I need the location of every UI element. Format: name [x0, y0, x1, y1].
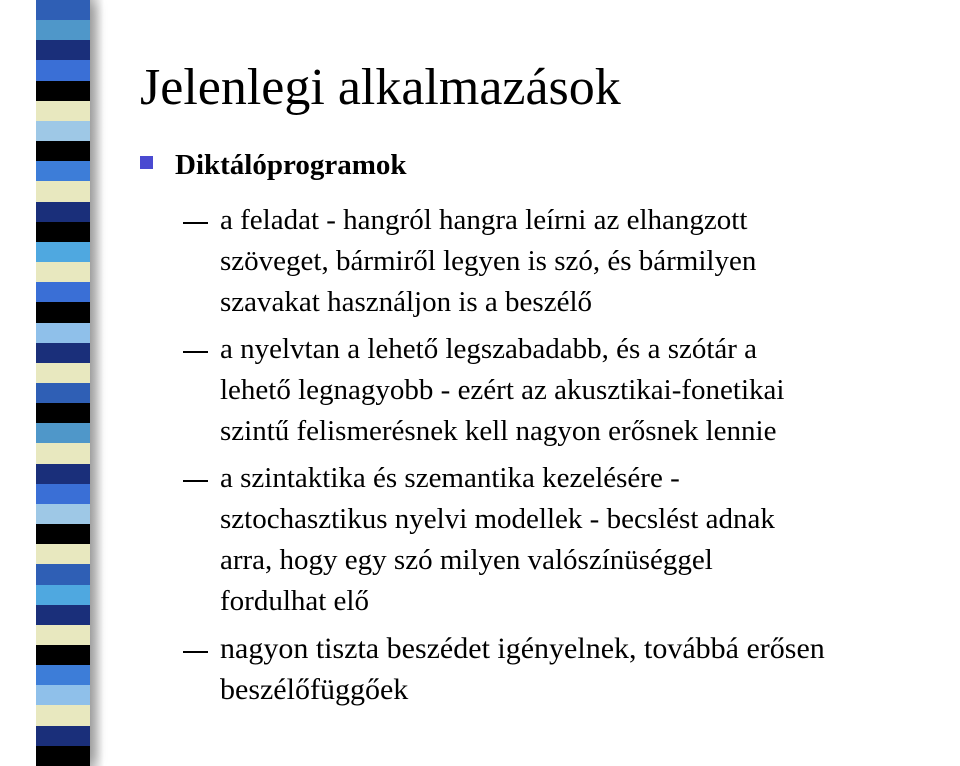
stripe-segment: [36, 242, 90, 262]
dash-icon: [183, 480, 208, 482]
stripe-segment: [36, 544, 90, 564]
stripe-segment: [36, 423, 90, 443]
dash-icon: [183, 222, 208, 224]
stripe-segment: [36, 222, 90, 242]
sub-bullet-line: szavakat használjon is a beszélő: [220, 286, 593, 318]
stripe-segment: [36, 40, 90, 60]
decorative-stripe: [36, 0, 90, 766]
stripe-segment: [36, 605, 90, 625]
stripe-segment: [36, 121, 90, 141]
main-bullet-text: Diktálóprogramok: [175, 149, 407, 181]
stripe-segment: [36, 685, 90, 705]
sub-bullet-2: [183, 329, 960, 452]
stripe-segment: [36, 141, 90, 161]
dash-icon: [183, 651, 208, 653]
sub-bullet-line: szöveget, bármiről legyen is szó, és bármilyen: [220, 245, 757, 277]
sub-bullet-line: fordulhat elő: [220, 585, 369, 617]
stripe-segment: [36, 363, 90, 383]
dash-icon: [183, 351, 208, 353]
sub-bullet-line: arra, hogy egy szó milyen valószínüséggel: [220, 544, 713, 576]
stripe-segment: [36, 464, 90, 484]
stripe-segment: [36, 484, 90, 504]
stripe-segment: [36, 0, 90, 20]
sub-bullet-line: lehető legnagyobb - ezért az akusztikai-fonetikai: [220, 374, 785, 406]
square-bullet-icon: [140, 156, 153, 169]
main-bullet: [140, 146, 406, 184]
sub-bullet-1: [183, 200, 960, 323]
stripe-segment: [36, 282, 90, 302]
stripe-segment: [36, 383, 90, 403]
sub-bullet-list: [183, 200, 960, 716]
stripe-segment: [36, 302, 90, 322]
stripe-segment: [36, 443, 90, 463]
sub-bullet-line: beszélőfüggőek: [220, 673, 409, 706]
stripe-segment: [36, 504, 90, 524]
stripe-segment: [36, 262, 90, 282]
stripe-segment: [36, 726, 90, 746]
stripe-segment: [36, 81, 90, 101]
slide-title: Jelenlegi alkalmazások: [140, 59, 621, 116]
sub-bullet-4: [183, 628, 960, 710]
sub-bullet-line: a szintaktika és szemantika kezelésére -: [220, 462, 680, 494]
stripe-segment: [36, 343, 90, 363]
stripe-segment: [36, 181, 90, 201]
stripe-segment: [36, 403, 90, 423]
stripe-segment: [36, 323, 90, 343]
stripe-segment: [36, 202, 90, 222]
stripe-segment: [36, 161, 90, 181]
stripe-segment: [36, 20, 90, 40]
stripe-segment: [36, 101, 90, 121]
sub-bullet-3: [183, 458, 960, 622]
stripe-segment: [36, 585, 90, 605]
sub-bullet-line: a nyelvtan a lehető legszabadabb, és a szótár a: [220, 333, 758, 365]
sub-bullet-line: sztochasztikus nyelvi modellek - becslést adnak: [220, 503, 775, 535]
stripe-segment: [36, 645, 90, 665]
sub-bullet-line: a feladat - hangról hangra leírni az elhangzott: [220, 204, 748, 236]
stripe-segment: [36, 746, 90, 766]
stripe-segment: [36, 705, 90, 725]
stripe-segment: [36, 60, 90, 80]
sub-bullet-line: szintű felismerésnek kell nagyon erősnek lennie: [220, 415, 777, 447]
stripe-segment: [36, 564, 90, 584]
stripe-segment: [36, 625, 90, 645]
sub-bullet-line: nagyon tiszta beszédet igényelnek, továbbá erősen: [220, 632, 825, 665]
stripe-segment: [36, 524, 90, 544]
stripe-shadow: [90, 0, 104, 766]
stripe-segment: [36, 665, 90, 685]
